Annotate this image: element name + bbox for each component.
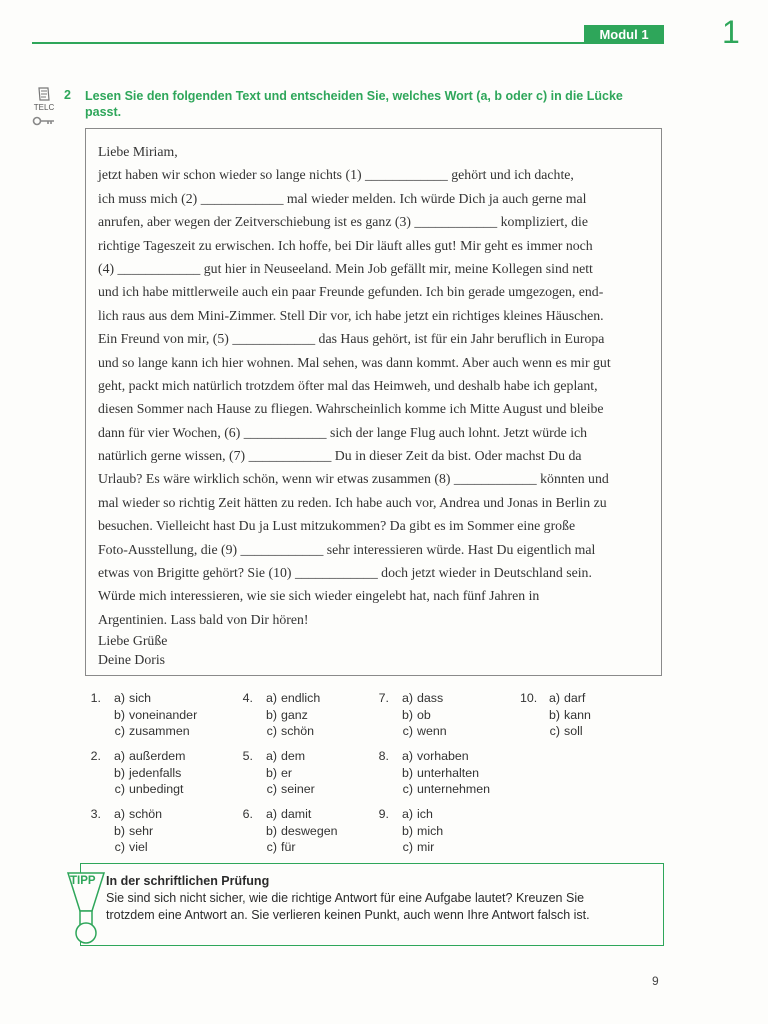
letter-line: lich raus aus dem Mini-Zimmer. Stell Dir vor, ich habe jetzt ein richtiges kleines Häuschen.	[98, 307, 604, 323]
tipp-title: In der schriftlichen Prüfung	[106, 874, 270, 888]
option-word: voneinander	[129, 707, 198, 722]
option-b[interactable]	[85, 707, 225, 724]
option-word: mir	[417, 840, 435, 855]
question-number: 10.	[520, 691, 538, 705]
option-letter: a)	[113, 749, 125, 763]
option-letter: a)	[265, 807, 277, 821]
option-c[interactable]	[373, 723, 513, 740]
option-group-9	[373, 806, 513, 856]
option-letter: a)	[401, 749, 413, 763]
tipp-text-line-2: trotzdem eine Antwort an. Sie verlieren keinen Punkt, auch wenn Ihre Antwort falsch ist.	[106, 908, 590, 922]
option-letter: c)	[114, 840, 125, 855]
option-group-10	[520, 690, 660, 740]
option-letter: a)	[265, 749, 277, 763]
letter-line: anrufen, aber wegen der Zeitverschiebung ist es ganz (3) ____________ kompliziert, die	[98, 214, 589, 230]
document-icon	[36, 86, 52, 102]
option-letter: b)	[113, 707, 125, 722]
letter-line: geht, packt mich natürlich trotzdem öfter mal das Heimweh, und deshalb habe ich geplant,	[98, 377, 598, 393]
option-a[interactable]	[85, 690, 225, 707]
option-a[interactable]	[373, 748, 513, 765]
tipp-label: TIPP	[70, 875, 96, 887]
option-word: sich	[129, 691, 152, 705]
letter-line: Liebe Miriam,	[98, 144, 178, 159]
option-a[interactable]	[237, 690, 377, 707]
option-b[interactable]	[237, 823, 377, 840]
task-instruction-line-2: passt.	[85, 105, 122, 119]
question-number: 8.	[378, 749, 389, 763]
option-a[interactable]	[373, 690, 513, 707]
option-word: ob	[417, 707, 431, 722]
letter-line: und ich habe mittlerweile auch ein paar Freunde gefunden. Ich bin gerade umgezogen, end-	[98, 284, 604, 300]
option-a[interactable]	[237, 748, 377, 765]
option-group-1	[85, 690, 225, 740]
option-word: wenn	[417, 724, 447, 739]
letter-line: und so lange kann ich hier wohnen. Mal sehen, was dann kommt. Aber auch wenn es mir gut	[98, 354, 611, 370]
letter-line: jetzt haben wir schon wieder so lange nichts (1) ____________ gehört und ich dachte,	[98, 167, 574, 183]
option-word: dass	[417, 691, 444, 705]
option-letter: b)	[113, 823, 125, 838]
letter-line: natürlich gerne wissen, (7) ____________ Du in dieser Zeit da bist. Oder machst Du da	[98, 448, 582, 464]
answer-options	[85, 690, 665, 860]
telc-label: TELC	[33, 103, 55, 112]
question-number: 3.	[90, 807, 101, 821]
task-instruction	[85, 88, 665, 120]
option-letter: c)	[549, 724, 560, 739]
option-letter: b)	[265, 707, 277, 722]
tipp-text	[106, 890, 656, 924]
option-word: ich	[417, 807, 433, 821]
letter-line: besuchen. Vielleicht hast Du ja Lust mitzukommen? Da gibt es im Sommer eine große	[98, 518, 576, 534]
option-c[interactable]	[237, 839, 377, 856]
option-group-3	[85, 806, 225, 856]
option-word: darf	[564, 691, 586, 705]
letter-line: mal wieder so richtig Zeit hätten zu reden. Ich habe auch vor, Andrea und Jonas in Berlin zu	[98, 494, 607, 510]
option-word: ganz	[281, 707, 308, 722]
option-word: schön	[281, 724, 315, 739]
option-word: dem	[281, 749, 306, 763]
option-b[interactable]	[373, 823, 513, 840]
option-word: unterhalten	[417, 765, 480, 780]
option-letter: b)	[113, 765, 125, 780]
question-number: 5.	[242, 749, 253, 763]
chapter-number: 1	[722, 14, 740, 50]
option-group-5	[237, 748, 377, 798]
letter-line: Argentinien. Lass bald von Dir hören!	[98, 611, 309, 627]
key-icon	[32, 116, 56, 126]
option-word: deswegen	[281, 823, 338, 838]
telc-badge	[30, 86, 58, 126]
option-c[interactable]	[237, 723, 377, 740]
letter-line: Ein Freund von mir, (5) ____________ das Haus gehört, ist für ein Jahr beruflich in Europa	[98, 331, 605, 347]
option-group-2	[85, 748, 225, 798]
option-letter: c)	[402, 724, 413, 739]
option-letter: a)	[401, 807, 413, 821]
question-number: 7.	[378, 691, 389, 705]
option-b[interactable]	[237, 707, 377, 724]
module-badge: Modul 1	[584, 25, 664, 44]
task-instruction-line-1: Lesen Sie den folgenden Text und entscheiden Sie, welches Wort (a, b oder c) in die Lücke	[85, 89, 623, 103]
letter-closing: Liebe Grüße	[98, 633, 168, 649]
option-letter: b)	[548, 707, 560, 722]
question-number: 4.	[242, 691, 253, 705]
option-word: viel	[129, 840, 148, 855]
option-group-6	[237, 806, 377, 856]
option-letter: a)	[113, 691, 125, 705]
option-a[interactable]	[237, 806, 377, 823]
option-word: er	[281, 765, 293, 780]
option-word: mich	[417, 823, 444, 838]
option-letter: a)	[265, 691, 277, 705]
option-word: kann	[564, 707, 591, 722]
question-number: 2.	[90, 749, 101, 763]
option-group-8	[373, 748, 513, 798]
option-word: sehr	[129, 823, 154, 838]
option-b[interactable]	[373, 707, 513, 724]
option-letter: b)	[265, 765, 277, 780]
letter-line: Würde mich interessieren, wie sie sich wieder eingelebt hat, nach fünf Jahren in	[98, 588, 540, 604]
letter-line: ich muss mich (2) ____________ mal wieder melden. Ich würde Dich ja auch gerne mal	[98, 190, 587, 206]
question-number: 9.	[378, 807, 389, 821]
option-c[interactable]	[85, 839, 225, 856]
option-letter: c)	[402, 782, 413, 797]
option-letter: a)	[401, 691, 413, 705]
option-c[interactable]	[520, 723, 660, 740]
option-a[interactable]	[85, 748, 225, 765]
option-b[interactable]	[373, 765, 513, 782]
header-rule	[32, 42, 664, 44]
option-word: soll	[564, 724, 583, 739]
letter-line: richtige Tageszeit zu erwischen. Ich hoffe, bei Dir läuft alles gut! Mir geht es immer noch	[98, 237, 593, 253]
option-letter: b)	[265, 823, 277, 838]
option-c[interactable]	[237, 781, 377, 798]
tipp-text-line-1: Sie sind sich nicht sicher, wie die richtige Antwort für eine Aufgabe lautet? Kreuzen Sie	[106, 891, 585, 905]
option-c[interactable]	[373, 839, 513, 856]
question-number: 6.	[242, 807, 253, 821]
option-letter: c)	[266, 840, 277, 855]
option-group-7	[373, 690, 513, 740]
option-word: damit	[281, 807, 312, 821]
option-word: unbedingt	[129, 782, 184, 797]
option-a[interactable]	[373, 806, 513, 823]
option-letter: b)	[401, 765, 413, 780]
option-c[interactable]	[85, 781, 225, 798]
option-b[interactable]	[85, 823, 225, 840]
option-word: für	[281, 840, 296, 855]
option-b[interactable]	[85, 765, 225, 782]
option-letter: c)	[402, 840, 413, 855]
option-word: jedenfalls	[129, 765, 182, 780]
option-word: schön	[129, 807, 163, 821]
option-b[interactable]	[520, 707, 660, 724]
option-letter: b)	[401, 707, 413, 722]
option-group-4	[237, 690, 377, 740]
option-letter: b)	[401, 823, 413, 838]
letter-signature: Deine Doris	[98, 652, 166, 668]
option-word: seiner	[281, 782, 315, 797]
option-letter: a)	[548, 691, 560, 705]
option-b[interactable]	[237, 765, 377, 782]
option-letter: a)	[113, 807, 125, 821]
option-word: endlich	[281, 691, 321, 705]
option-a[interactable]	[520, 690, 660, 707]
option-word: unternehmen	[417, 782, 491, 797]
option-letter: c)	[266, 724, 277, 739]
letter-line: diesen Sommer nach Hause zu fliegen. Wahrscheinlich komme ich Mitte August und bleibe	[98, 401, 604, 417]
letter-line: Urlaub? Es wäre wirklich schön, wenn wir etwas zusammen (8) ____________ könnten und	[98, 471, 609, 487]
letter-line: dann für vier Wochen, (6) ____________ sich der lange Flug auch lohnt. Jetzt würde ich	[98, 424, 588, 440]
letter-line: etwas von Brigitte gehört? Sie (10) ____________ doch jetzt wieder in Deutschland sein.	[98, 565, 592, 581]
option-word: zusammen	[129, 724, 190, 739]
letter-line: Foto-Ausstellung, die (9) ____________ sehr interessieren würde. Hast Du eigentlich mal	[98, 541, 596, 557]
option-word: außerdem	[129, 749, 186, 763]
letter-line: (4) ____________ gut hier in Neuseeland. Mein Job gefällt mir, meine Kollegen sind nett	[98, 260, 593, 276]
letter-text-box	[85, 128, 662, 676]
option-a[interactable]	[85, 806, 225, 823]
option-word: vorhaben	[417, 749, 469, 763]
question-number: 1.	[90, 691, 101, 705]
option-c[interactable]	[85, 723, 225, 740]
option-letter: c)	[114, 782, 125, 797]
option-letter: c)	[114, 724, 125, 739]
option-c[interactable]	[373, 781, 513, 798]
option-letter: c)	[266, 782, 277, 797]
page-number: 9	[652, 974, 659, 988]
task-number: 2	[64, 88, 71, 102]
